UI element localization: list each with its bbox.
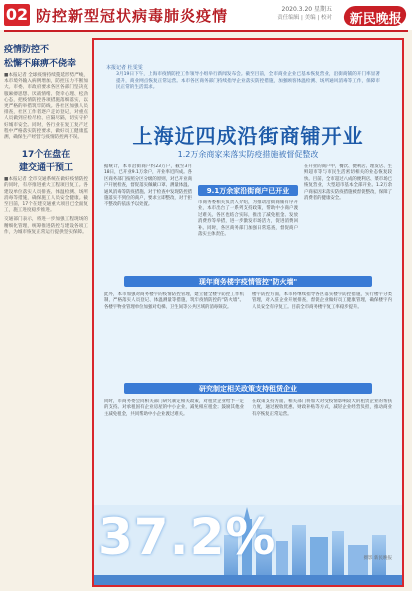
article-column-6: 同时，市商务委会同相关部门研究制定相关政策，对租赁企业给予一定的支持。对承租国有企业房屋的中小企业，减免相应租金；鼓励其他业主减免租金，共同帮助中小企业渡过难关。 xyxy=(104,399,244,417)
main-headline: 上海近四成沿街商铺开业 xyxy=(132,124,364,148)
newspaper-logo xyxy=(343,6,408,26)
logo-text: 新民晚报 xyxy=(349,12,402,27)
left-column xyxy=(4,36,88,588)
left-heading-2: 松懈不麻痹不侥幸 xyxy=(4,59,77,69)
page-header xyxy=(0,0,412,30)
editor-meta: 责任编辑 | 美编 | 校对 xyxy=(277,15,332,21)
photo-caption: 摄影 新民晚报 xyxy=(363,556,392,561)
article-column-2: 市商务委相关负责人介绍，为推动沿街商铺有序开业，本市出台了一系列支持政策，帮助中小商户渡过难关。各区也结合实际，推出了减免租金、发放消费券等举措，进一步激发市场活力，促进消费回补。同时，各区商务部门加强日常巡查，督促商户落实主体责任。 xyxy=(198,200,298,238)
sub-headline: 1.2万余商家来落实防疫措施被督促整改 xyxy=(177,150,319,159)
section-bar-3 xyxy=(124,383,372,394)
article-column-1: 据统计，本市沿街商户约23万户，截至3月18日，已开业9.1万余户，开业率近四成。各区商务部门按照分区分级的原则，对已开业商户开展检查，督促落实佩戴口罩、测量体温、通风消毒等防疫措施。对于检查中发现防控措施落实不到位的商户，要求立即整改，对于拒不整改的依法予以处置。 xyxy=(104,164,192,208)
header-divider xyxy=(4,30,408,32)
page-number-badge: 02 xyxy=(5,5,29,24)
section-bar-1 xyxy=(198,185,298,196)
left-heading-3: 17个在盘在 xyxy=(21,150,71,161)
section-title-3: 研究制定相关政策支持租赁企业 xyxy=(199,385,297,393)
article-column-4: 此外，本市加强对商务楼宇的疫情防控管理，建立健全楼宇防控工作机制，严格落实人员登记、体温测量等措施，筑牢疫情防控的"防火墙"。各楼宇物业管理单位加强对电梯、卫生间等公共区域的消毒频次。 xyxy=(104,292,244,310)
byline: 本报记者 杜雯雯 xyxy=(106,65,143,71)
left-article-text-2: ■本报记者 全市交通系统在做好疫情防控的同时，有序推进重大工程项目复工。各建设单位落实人员排查、体温检测、场所消毒等措施，确保施工人员安全健康。截至目前，17个在建交通重大项目已全面复工，施工进度稳步推进。 xyxy=(4,177,88,214)
feature-article-panel xyxy=(92,38,404,587)
article-column-7: 在政策支持方面，相关部门将加大对受疫情影响较大的租赁企业的帮扶力度，通过税收优惠、财政补贴等方式，减轻企业经营负担，推动商业有序恢复正常运营。 xyxy=(252,399,392,417)
article-column-3: 在开业的商户中，餐饮、便利店、理发店、生鲜超市等与市民生活密切相关的业态恢复较快。目前，全市超过八成的便利店、菜市场已恢复营业，大型超市基本全部开业。1.2万余户商家因未落实防疫措施被督促整改，保障了消费者的健康安全。 xyxy=(304,164,392,202)
headline-percentage: 37.2% xyxy=(98,508,277,566)
section-bar-2 xyxy=(124,276,372,287)
left-heading-4: 建交通干预工 xyxy=(18,163,73,174)
left-article-text-1: ■本报记者 全球疫情持续蔓延形势严峻，本市境外输入病例增加，防控压力不断加大。市委、市政府要求各区各部门坚决克服麻痹思想、厌战情绪、侥幸心理、松劲心态，把疫情防控各项措施落细落实，以更严格的举措筑牢防线。各社区加强人员排查，社区工作者逐户走访登记，对重点人员做到应检尽检、应隔尽隔，切实守护好城市安全。同时，各行业在复工复产过程中严格落实防控要求，做好员工健康监测，确保生产经营与疫情防控两不误。 xyxy=(4,73,88,141)
section-title-1: 9.1万余家沿街商户已开业 xyxy=(206,187,290,195)
left-heading-1: 疫情防控不 xyxy=(4,45,50,55)
left-article-text-3: 交通部门表示，将进一步加强工程现场的精细化管理，统筹推进防控与建设各项工作，为城市恢复正常运行提供坚实保障。 xyxy=(4,217,88,235)
lead-paragraph: 3月19日下午，上海市疫情防控工作领导小组举行新闻发布会。截至目前，全市商业企业已基本恢复营业，沿街商铺的开门率显著提升，商业网点恢复正常运营。本市各区商务部门持续指导企业落实防控措施，加强顾客体温检测、场所通风消毒等工作，保障市民正常的生活需求。 xyxy=(116,72,380,91)
article-column-5: 楼宇防控方面，本市将继续指导各区落实楼宇防控措施，实行楼宇分类管理，对入驻企业开展排查，督促企业做好员工健康管理，确保楼宇内人员安全有序复工。目前全市商务楼宇复工率稳步提升。 xyxy=(252,292,392,310)
section-title: 防控新型冠状病毒肺炎疫情 xyxy=(36,7,229,25)
date-line: 2020.3.20 星期五 xyxy=(281,6,332,13)
section-title-2: 现年商务楼宇疫情管控"防火墙" xyxy=(198,278,298,286)
